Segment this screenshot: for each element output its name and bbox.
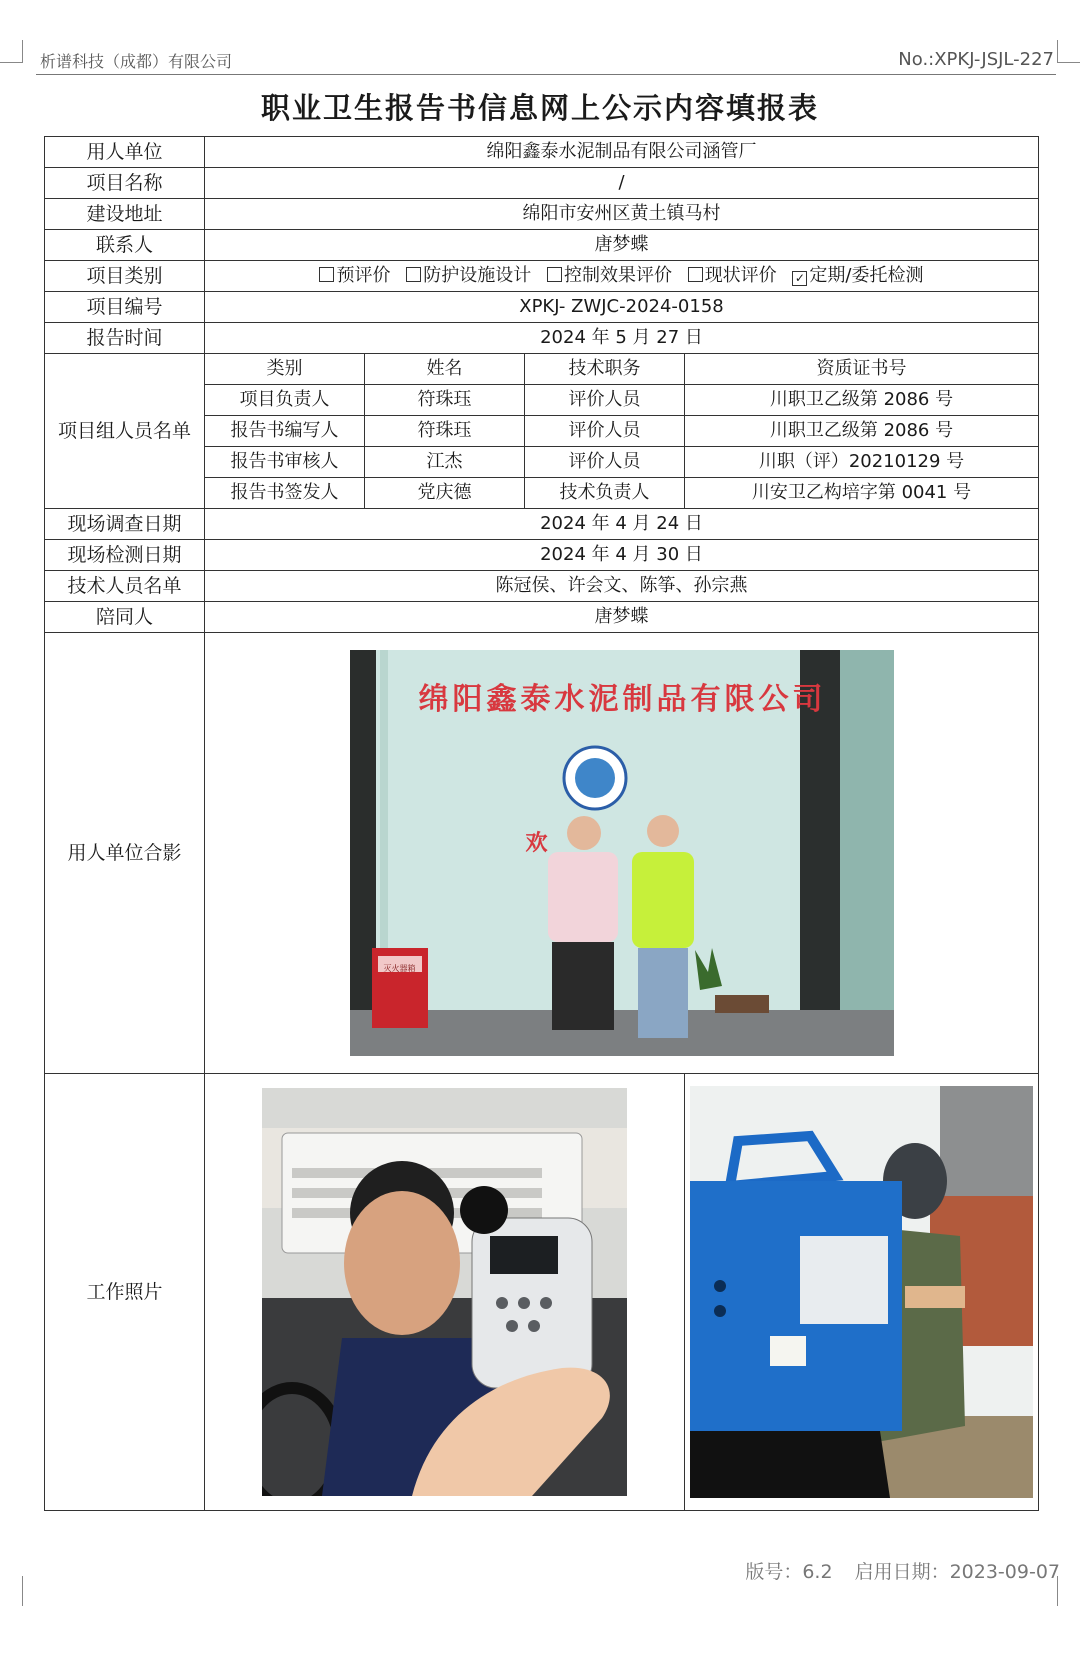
category-option-control-effect: 控制效果评价 [547, 266, 672, 286]
row-tech-staff [45, 571, 1039, 602]
team-cell: 评价人员 [525, 447, 685, 478]
test-date-label: 现场检测日期 [45, 540, 205, 571]
group-photo [350, 650, 894, 1056]
team-cell: 川职卫乙级第 2086 号 [685, 416, 1039, 447]
checkbox-icon [319, 267, 334, 282]
report-time-value: 2024 年 5 月 27 日 [205, 323, 1039, 354]
team-cell: 党庆德 [365, 478, 525, 509]
footer-version: 版号：6.2 [745, 1561, 833, 1583]
work-photo-sound-meter [262, 1088, 627, 1496]
crop-mark-bottom-right [1057, 1576, 1080, 1606]
survey-date-label: 现场调查日期 [45, 509, 205, 540]
welcome-fragment-text: 欢 [525, 831, 548, 856]
category-option-periodic-testing: ✓ 定期/委托检测 [792, 266, 923, 286]
team-cell: 报告书编写人 [205, 416, 365, 447]
row-project-no [45, 292, 1039, 323]
team-cell: 江杰 [365, 447, 525, 478]
team-cell: 报告书签发人 [205, 478, 365, 509]
row-category [45, 261, 1039, 292]
row-group-photo [45, 633, 1039, 1074]
row-test-date [45, 540, 1039, 571]
crop-mark-top-right [1057, 40, 1080, 63]
row-address [45, 199, 1039, 230]
group-photo-label: 用人单位合影 [45, 633, 205, 1074]
crop-mark-top-left [0, 40, 23, 63]
footer-effective-date: 启用日期：2023-09-07 [854, 1561, 1060, 1583]
checkbox-icon [406, 267, 421, 282]
checkbox-icon [547, 267, 562, 282]
category-option-protection-design: 防护设施设计 [406, 266, 531, 286]
employer-value: 绵阳鑫泰水泥制品有限公司涵管厂 [205, 137, 1039, 168]
team-cell: 川职卫乙级第 2086 号 [685, 385, 1039, 416]
row-employer [45, 137, 1039, 168]
project-no-label: 项目编号 [45, 292, 205, 323]
team-cell: 评价人员 [525, 385, 685, 416]
header-doc-number: No.:XPKJ-JSJL-227 [898, 49, 1054, 70]
checkbox-checked-icon: ✓ [792, 271, 807, 286]
employer-label: 用人单位 [45, 137, 205, 168]
group-photo-cell [205, 633, 1039, 1074]
test-date-value: 2024 年 4 月 30 日 [205, 540, 1039, 571]
row-report-time [45, 323, 1039, 354]
category-option-status-assessment: 现状评价 [688, 266, 777, 286]
team-cell: 项目负责人 [205, 385, 365, 416]
wall-sign-text: 绵阳鑫泰水泥制品有限公司 [418, 682, 827, 717]
category-label: 项目类别 [45, 261, 205, 292]
work-photo-cell-1 [205, 1074, 685, 1511]
row-project-name [45, 168, 1039, 199]
row-contact [45, 230, 1039, 261]
team-header-name: 姓名 [365, 354, 525, 385]
row-companion [45, 602, 1039, 633]
team-header-row [45, 354, 1039, 385]
fire-box-label: 灭火器箱 [383, 964, 416, 973]
category-options [205, 261, 1039, 292]
work-photo-cell-2 [685, 1074, 1039, 1511]
companion-label: 陪同人 [45, 602, 205, 633]
address-label: 建设地址 [45, 199, 205, 230]
crop-mark-bottom-left [0, 1576, 23, 1606]
survey-date-value: 2024 年 4 月 24 日 [205, 509, 1039, 540]
page-title: 职业卫生报告书信息网上公示内容填报表 [260, 91, 819, 125]
team-label: 项目组人员名单 [45, 354, 205, 509]
address-value: 绵阳市安州区黄土镇马村 [205, 199, 1039, 230]
project-no-value: XPKJ- ZWJC-2024-0158 [205, 292, 1039, 323]
row-survey-date [45, 509, 1039, 540]
team-header-category: 类别 [205, 354, 365, 385]
team-cell: 技术负责人 [525, 478, 685, 509]
companion-value: 唐梦蝶 [205, 602, 1039, 633]
header-company: 析谱科技（成都）有限公司 [40, 52, 233, 71]
contact-label: 联系人 [45, 230, 205, 261]
team-cell: 报告书审核人 [205, 447, 365, 478]
team-header-title: 技术职务 [525, 354, 685, 385]
project-name-value: / [205, 168, 1039, 199]
team-cell: 川安卫乙构培字第 0041 号 [685, 478, 1039, 509]
disclosure-form-table [44, 136, 1039, 1511]
tech-staff-value: 陈冠侯、许会文、陈筝、孙宗燕 [205, 571, 1039, 602]
report-time-label: 报告时间 [45, 323, 205, 354]
row-work-photos [45, 1074, 1039, 1511]
project-name-label: 项目名称 [45, 168, 205, 199]
team-cell: 符珠珏 [365, 385, 525, 416]
team-cell: 符珠珏 [365, 416, 525, 447]
team-cell: 川职（评）20210129 号 [685, 447, 1039, 478]
contact-value: 唐梦蝶 [205, 230, 1039, 261]
team-header-cert: 资质证书号 [685, 354, 1039, 385]
category-option-pre-assessment: 预评价 [319, 266, 390, 286]
footer-version-info [729, 1557, 1060, 1584]
work-photo-dust-sampler [690, 1086, 1033, 1498]
tech-staff-label: 技术人员名单 [45, 571, 205, 602]
team-cell: 评价人员 [525, 416, 685, 447]
work-photo-label: 工作照片 [45, 1074, 205, 1511]
header-rule [36, 74, 1056, 75]
checkbox-icon [688, 267, 703, 282]
